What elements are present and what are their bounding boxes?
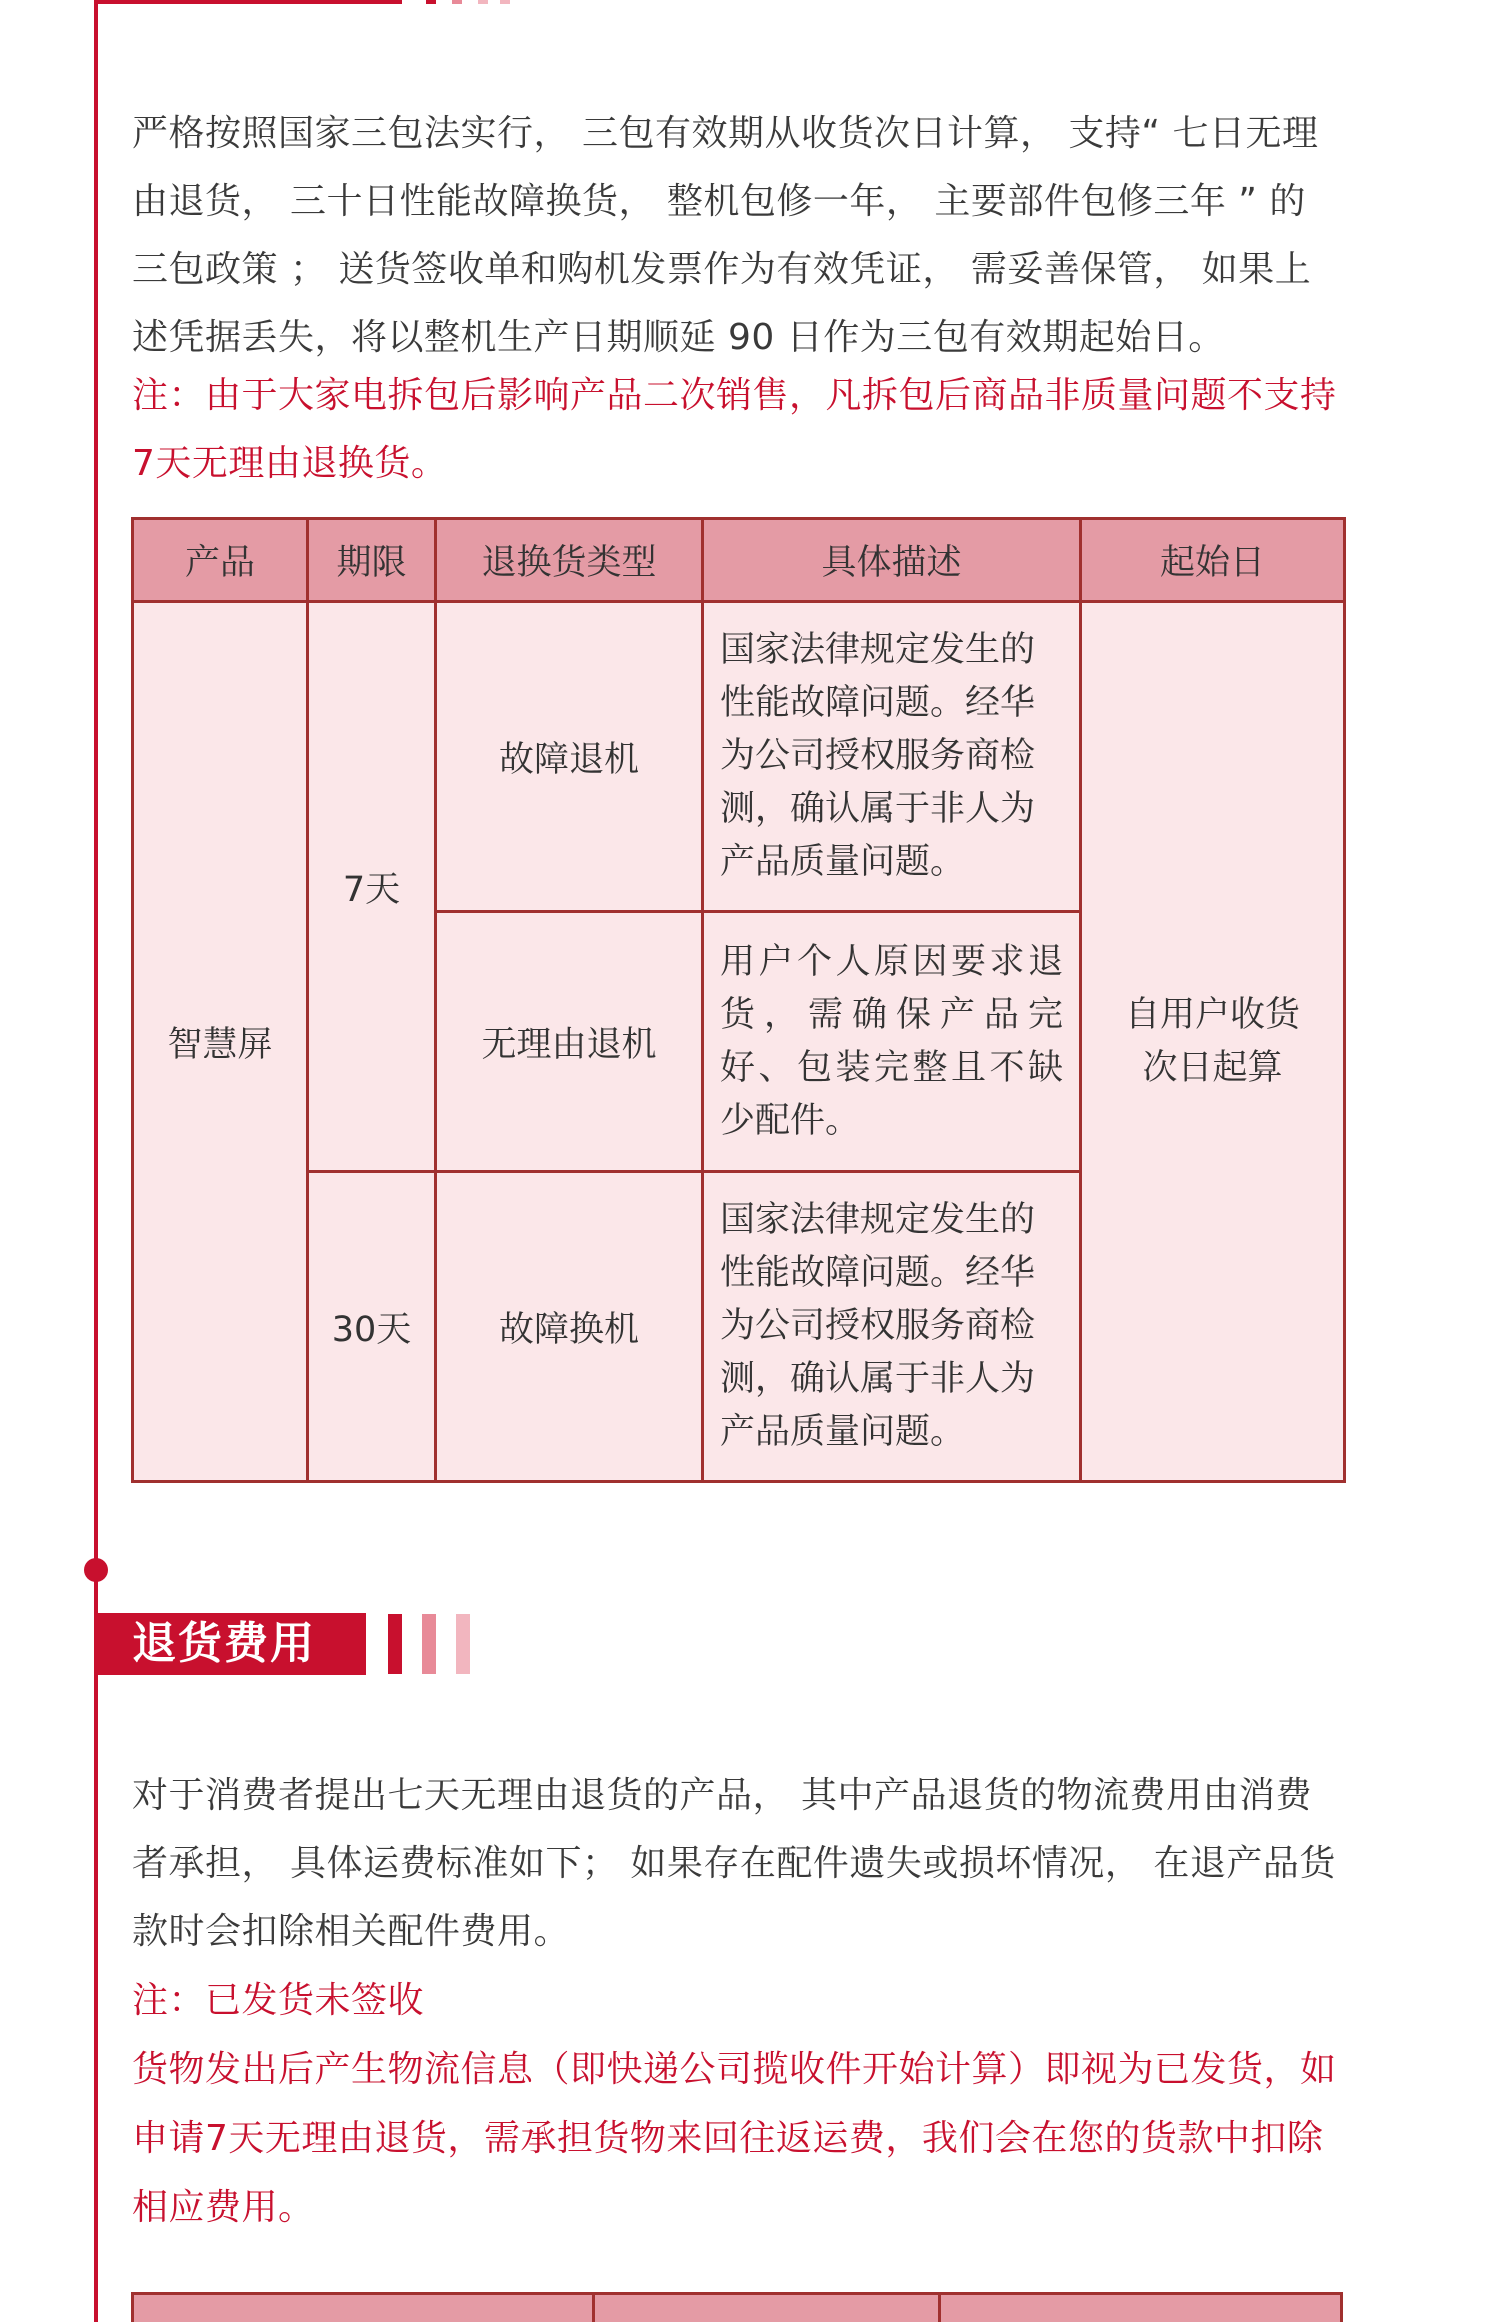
cell-description: 用户个人原因要求退货，需确保产品完好、包装完整且不缺少配件。 — [703, 912, 1081, 1172]
decor-stripe — [422, 1614, 436, 1674]
timeline-dot — [84, 1558, 108, 1582]
header-period: 期限 — [308, 519, 436, 602]
cell-product: 智慧屏 — [133, 602, 308, 1482]
section-title-return-fee: 退货费用 — [96, 1613, 366, 1675]
table-row — [133, 602, 1345, 912]
decor-stripe — [452, 0, 462, 4]
return-fee-note — [132, 1966, 1340, 2242]
cell-description: 国家法律规定发生的性能故障问题。经华为公司授权服务商检测，确认属于非人为产品质量问题。 — [703, 1172, 1081, 1482]
return-fee-paragraph: 对于消费者提出七天无理由退货的产品， 其中产品退货的物流费用由消费者承担， 具体运费标准如下； 如果存在配件遗失或损坏情况， 在退产品货款时会扣除相关配件费用。 — [132, 1775, 1336, 1952]
header-description: 具体描述 — [703, 519, 1081, 602]
cell-description: 国家法律规定发生的性能故障问题。经华为公司授权服务商检测，确认属于非人为产品质量问题。 — [703, 602, 1081, 912]
table-header-cell — [134, 2295, 595, 2322]
table-header-cell — [595, 2295, 941, 2322]
start-day-text: 自用户收货次日起算 — [1124, 994, 1300, 1088]
return-policy-table — [131, 517, 1343, 1479]
decor-stripe — [388, 1614, 402, 1674]
decor-stripe — [500, 0, 510, 4]
policy-paragraph: 严格按照国家三包法实行， 三包有效期从收货次日计算， 支持“ 七日无理由退货， 三十日性能故障换货， 整机包修一年， 主要部件包修三年 ” 的三包政策 ； 送货签收单和购机发票作为有效凭证， 需妥善保管， 如果上述凭据丢失，将以整机生产日期顺延 90 日作为三包有效期起始日。 — [132, 113, 1319, 358]
policy-note: 注：由于大家电拆包后影响产品二次销售，凡拆包后商品非质量问题不支持7天无理由退换货。 — [132, 375, 1337, 484]
cell-period-7: 7天 — [308, 602, 436, 1172]
section-underline — [96, 0, 402, 4]
header-product: 产品 — [133, 519, 308, 602]
return-fee-note-body: 货物发出后产生物流信息（即快递公司揽收件开始计算）即视为已发货，如申请7天无理由退货，需承担货物来回往返运费，我们会在您的货款中扣除相应费用。 — [132, 2049, 1337, 2228]
shipping-fee-table — [131, 2292, 1343, 2322]
decor-stripe — [456, 1614, 470, 1674]
header-start-day: 起始日 — [1081, 519, 1345, 602]
header-type: 退换货类型 — [436, 519, 703, 602]
cell-type: 无理由退机 — [436, 912, 703, 1172]
table-header-row — [133, 519, 1345, 602]
table-header-cell — [941, 2295, 1340, 2322]
cell-start-day — [1081, 602, 1345, 1482]
cell-type: 故障换机 — [436, 1172, 703, 1482]
cell-type: 故障退机 — [436, 602, 703, 912]
decor-stripe — [478, 0, 488, 4]
cell-period-30: 30天 — [308, 1172, 436, 1482]
table-header-row — [131, 2292, 1343, 2322]
decor-stripe — [426, 0, 436, 4]
timeline-line — [94, 0, 98, 2322]
return-fee-note-title: 注：已发货未签收 — [132, 1980, 425, 2021]
